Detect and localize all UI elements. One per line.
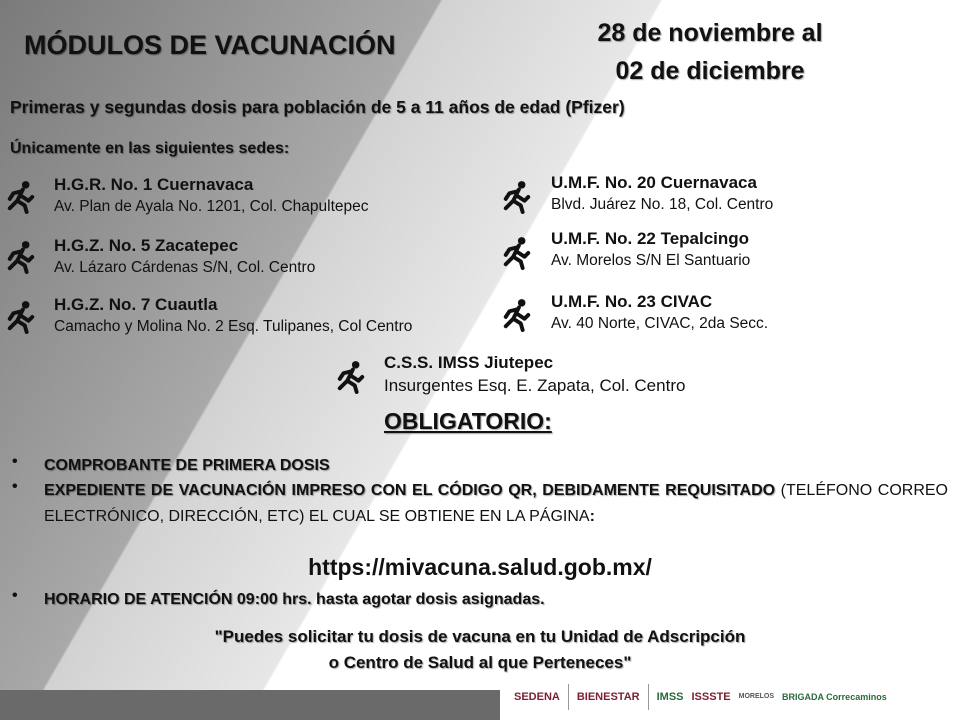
requirement-item-1 — [12, 453, 948, 479]
runner-icon — [502, 298, 532, 332]
footer-logos — [500, 673, 960, 720]
runner-icon — [6, 300, 36, 334]
quote-line-2: o Centro de Salud al que Perteneces" — [328, 653, 632, 672]
site-name: H.G.R. No. 1 Cuernavaca — [54, 175, 254, 194]
site-name: H.G.Z. No. 5 Zacatepec — [54, 236, 239, 255]
site-4 — [551, 173, 773, 214]
runner-icon — [502, 180, 532, 214]
logo-bienestar: BIENESTAR — [576, 690, 640, 703]
requirement-text: COMPROBANTE DE PRIMERA DOSIS — [44, 457, 330, 474]
logo-issste: ISSSTE — [691, 690, 731, 703]
site-6 — [551, 292, 768, 333]
site-address: Av. 40 Norte, CIVAC, 2da Secc. — [551, 315, 769, 332]
runner-icon — [6, 240, 36, 274]
requirements-heading: OBLIGATORIO: — [384, 408, 552, 434]
site-7 — [384, 353, 685, 396]
closing-quote — [0, 624, 960, 676]
site-3 — [54, 295, 412, 336]
site-address: Av. Plan de Ayala No. 1201, Col. Chapultepec — [54, 198, 369, 215]
logo-imss: IMSS — [656, 690, 684, 703]
site-address: Blvd. Juárez No. 18, Col. Centro — [551, 196, 774, 213]
vaccine-url: https://mivacuna.salud.gob.mx/ — [308, 554, 652, 580]
page-title: MÓDULOS DE VACUNACIÓN — [24, 30, 396, 60]
site-name: U.M.F. No. 23 CIVAC — [551, 292, 713, 311]
requirement-detail: (TELÉFONO CORREO ELECTRÓNICO, DIRECCIÓN, ETC) EL CUAL SE OBTIENE EN LA PÁGINA — [44, 482, 949, 525]
site-name: H.G.Z. No. 7 Cuautla — [54, 295, 218, 314]
logo-correcaminos: BRIGADA Correcaminos — [782, 691, 887, 702]
subtitle: Primeras y segundas dosis para población de 5 a 11 años de edad (Pfizer) — [10, 97, 625, 117]
site-address: Av. Lázaro Cárdenas S/N, Col. Centro — [54, 259, 316, 276]
site-1 — [54, 175, 369, 216]
requirement-colon: : — [589, 508, 595, 525]
site-address: Insurgentes Esq. E. Zapata, Col. Centro — [384, 376, 686, 395]
sites-label: Únicamente en las siguientes sedes: — [10, 140, 290, 157]
logo-sedena: SEDENA — [514, 690, 560, 703]
site-2 — [54, 236, 315, 277]
logo-morelos: MORELOS — [738, 693, 775, 700]
date-range — [560, 14, 860, 90]
requirement-item-3 — [12, 587, 948, 613]
bullet: • — [12, 453, 18, 470]
site-5 — [551, 229, 750, 270]
site-address: Av. Morelos S/N El Santuario — [551, 252, 751, 269]
requirement-item-2 — [12, 478, 948, 530]
bullet: • — [12, 478, 18, 495]
requirement-text — [44, 478, 948, 530]
divider — [648, 684, 649, 710]
date-line-1: 28 de noviembre al — [597, 19, 823, 47]
runner-icon — [336, 360, 366, 394]
runner-icon — [502, 236, 532, 270]
date-line-2: 02 de diciembre — [615, 57, 805, 85]
requirement-text: HORARIO DE ATENCIÓN 09:00 hrs. hasta agotar dosis asignadas. — [44, 591, 545, 608]
site-name: U.M.F. No. 20 Cuernavaca — [551, 173, 757, 192]
site-address: Camacho y Molina No. 2 Esq. Tulipanes, Col Centro — [54, 318, 413, 335]
runner-icon — [6, 180, 36, 214]
site-name: U.M.F. No. 22 Tepalcingo — [551, 229, 750, 248]
site-name: C.S.S. IMSS Jiutepec — [384, 353, 554, 372]
bullet: • — [12, 587, 18, 604]
quote-line-1: "Puedes solicitar tu dosis de vacuna en tu Unidad de Adscripción — [214, 627, 746, 646]
divider — [568, 684, 569, 710]
requirement-bold: EXPEDIENTE DE VACUNACIÓN IMPRESO CON EL CÓDIGO QR, DEBIDAMENTE REQUISITADO — [44, 482, 776, 499]
footer-bar — [0, 690, 500, 720]
